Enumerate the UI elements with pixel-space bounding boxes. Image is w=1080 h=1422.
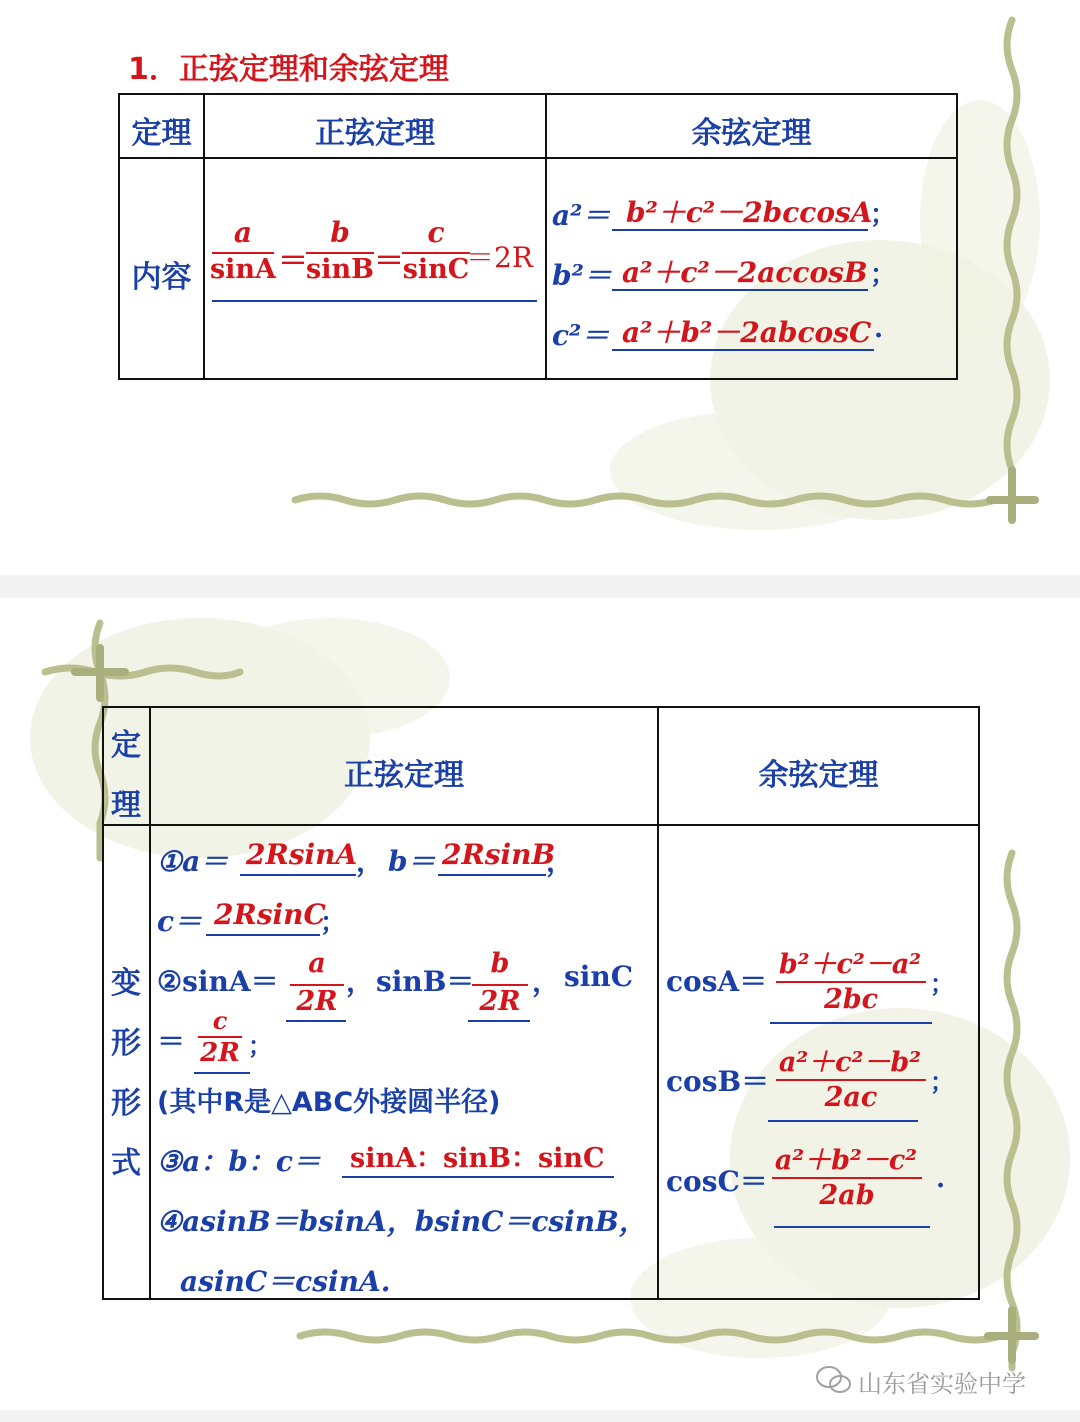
item4-line2: asinC＝csinA.	[180, 1265, 391, 1298]
item1-a-lhs: ①a＝	[157, 845, 229, 878]
cos-form-B-line	[768, 1120, 918, 1122]
item2-c-den: 2R	[200, 1038, 240, 1068]
sine-law-den-c: sinC	[402, 254, 470, 285]
cos-form-B-num: a²＋c²－b²	[778, 1047, 922, 1078]
item2-sep2: ，	[532, 965, 561, 998]
cos-form-A-end: ；	[930, 969, 954, 998]
watermark-text: 山东省实验中学	[858, 1370, 1026, 1398]
item1-a-line	[240, 874, 356, 876]
cos-form-A-den: 2bc	[823, 984, 879, 1015]
cosine-law-line-b	[612, 289, 868, 291]
item3-lhs: ③a：b：c＝	[157, 1145, 321, 1178]
cos-form-B-lhs: cosB＝	[666, 1065, 770, 1098]
sine-law-den-a: sinA	[209, 254, 277, 285]
item2-b-line	[468, 1020, 530, 1022]
item2-c-num: c	[212, 1006, 228, 1035]
item1-c-lhs: c＝	[157, 905, 203, 938]
sine-law-eq-1: ＝	[278, 244, 308, 279]
item1-b-rhs: 2RsinB	[442, 838, 556, 871]
row-label-char-4: 式	[111, 1146, 141, 1181]
header-sine-law-2: 正弦定理	[344, 758, 464, 793]
item2-sep1: ，	[346, 965, 375, 998]
cos-form-C-bar	[772, 1177, 922, 1179]
item2-b-num: b	[490, 948, 510, 979]
header-theorem: 定理	[131, 116, 192, 151]
item3-line	[342, 1176, 614, 1178]
cos-form-C-num: a²＋b²－c²	[774, 1145, 918, 1176]
item1-a-rhs: 2RsinA	[246, 838, 358, 871]
item1-c-line	[206, 934, 320, 936]
item2-a-num: a	[308, 948, 326, 979]
cosine-law-line-a	[612, 229, 868, 231]
cosine-law-end-b: ；	[870, 260, 897, 290]
cosine-law-end-c: .	[874, 314, 884, 344]
cosine-law-rhs-a: b²＋c²－2bccosA	[626, 196, 873, 229]
cos-form-A-line	[770, 1022, 932, 1024]
header-theorem-char-2: 理	[111, 788, 141, 823]
panel-transformed-forms	[0, 598, 1080, 1410]
item4-line1: ④asinB＝bsinA，bsinC＝csinB，	[157, 1205, 647, 1238]
cosine-law-lhs-a: a²＝	[552, 199, 611, 232]
item2-sinC: sinC	[564, 960, 634, 993]
item2-end: ；	[248, 1031, 272, 1060]
sine-law-answer-line	[212, 300, 537, 302]
sine-law-num-b: b	[330, 216, 350, 249]
panel-separator	[0, 575, 1080, 598]
sine-law-num-c: c	[427, 216, 445, 249]
item3-rhs: sinA：sinB：sinC	[350, 1143, 605, 1174]
panel-sine-cosine-content	[0, 0, 1080, 575]
sine-law-rhs: ＝2R	[466, 241, 533, 274]
sine-law-num-a: a	[233, 216, 253, 249]
item2-sinA-lhs: ②sinA＝	[157, 965, 279, 998]
cos-form-A-bar	[776, 981, 926, 983]
item1-b-lhs: b＝	[388, 845, 436, 878]
row-label-char-2: 形	[111, 1026, 141, 1061]
cos-form-A-num: b²＋c²－a²	[778, 949, 922, 980]
cosine-law-end-a: ；	[870, 200, 897, 230]
item1-c-rhs: 2RsinC	[214, 898, 326, 931]
item1-c-end: ；	[320, 908, 347, 938]
header-theorem-char-1: 定	[111, 728, 141, 763]
cosine-law-line-c	[612, 349, 874, 351]
header-cosine-law: 余弦定理	[691, 116, 812, 151]
row-label-char-3: 形	[111, 1086, 141, 1121]
item1-b-end: ，	[546, 845, 575, 878]
item2-a-line	[286, 1020, 346, 1022]
row-label-char-1: 变	[111, 966, 141, 1001]
item2-eq: ＝	[157, 1025, 186, 1058]
cos-form-B-end: ；	[930, 1067, 954, 1096]
item1-b-line	[438, 874, 546, 876]
item2-c-line	[194, 1072, 250, 1074]
item2-sinB-lhs: sinB＝	[376, 965, 475, 998]
row-label-content: 内容	[131, 260, 192, 295]
cos-form-C-lhs: cosC＝	[666, 1165, 768, 1198]
cosine-law-lhs-b: b²＝	[552, 259, 612, 292]
cos-form-B-bar	[776, 1079, 926, 1081]
item2-a-den: 2R	[296, 986, 338, 1017]
cos-form-A-lhs: cosA＝	[666, 965, 768, 998]
sine-law-den-b: sinB	[306, 254, 374, 285]
cos-form-B-den: 2ac	[824, 1082, 878, 1113]
item1-sep: ，	[356, 845, 385, 878]
circumradius-note: (其中R是△ABC外接圆半径)	[157, 1087, 501, 1118]
section-title: 1．正弦定理和余弦定理	[128, 52, 449, 87]
sine-law-eq-2: ＝	[374, 244, 404, 279]
wechat-icon	[814, 1364, 854, 1396]
item2-b-den: 2R	[479, 986, 521, 1017]
cosine-law-lhs-c: c²＝	[552, 319, 610, 352]
bottom-strip	[0, 1410, 1080, 1422]
cosine-law-rhs-b: a²＋c²－2accosB	[622, 256, 868, 289]
header-cosine-law-2: 余弦定理	[758, 758, 879, 793]
cos-form-C-den: 2ab	[819, 1180, 875, 1211]
header-sine-law: 正弦定理	[315, 116, 435, 151]
cosine-law-rhs-c: a²＋b²－2abcosC	[622, 316, 872, 349]
cos-form-C-line	[774, 1226, 930, 1228]
cos-form-C-end: .	[936, 1164, 946, 1194]
